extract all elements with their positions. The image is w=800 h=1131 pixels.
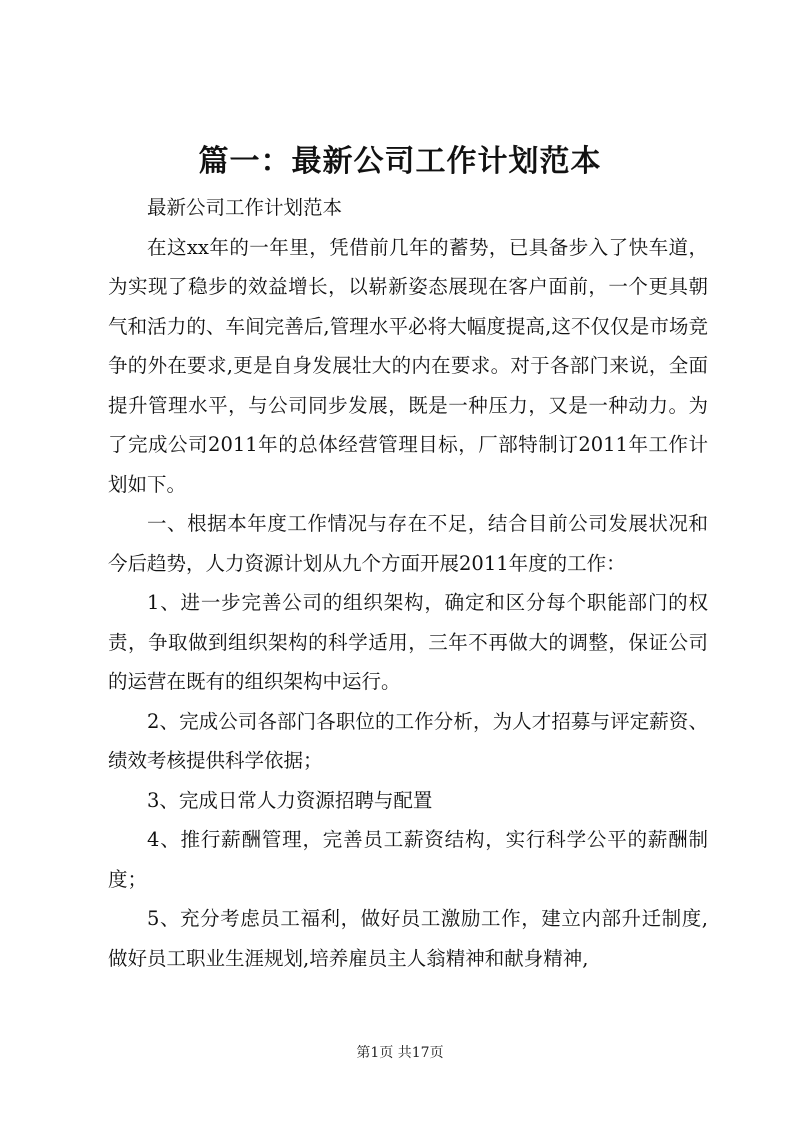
document-title: 篇一：最新公司工作计划范本 <box>198 144 602 179</box>
paragraph-intro: 在这xx年的一年里，凭借前几年的蓄势，已具备步入了快车道，为实现了稳步的效益增长，以崭新姿态展现在客户面前，一个更具朝气和活力的、车间完善后,管理水平必将大幅度提高,这不仅仅是市场竞争的外在要求,更是自身发展壮大的内在要求。对于各部门来说，全面提升管理水平，与公司同步发展，既是一种压力，又是一种动力。为了完成公司2011年的总体经营管理目标，厂部特制订2011年工作计划如下。 <box>108 235 708 496</box>
page-footer: 第1页 共17页 <box>356 1045 444 1061</box>
paragraph-item-1: 1、进一步完善公司的组织架构，确定和区分每个职能部门的权责，争取做到组织架构的科学适用，三年不再做大的调整，保证公司的运营在既有的组织架构中运行。 <box>108 591 708 693</box>
paragraph-item-2: 2、完成公司各部门各职位的工作分析，为人才招募与评定薪资、绩效考核提供科学依据； <box>108 709 708 772</box>
paragraph-subtitle: 最新公司工作计划范本 <box>147 196 343 219</box>
paragraph-item-3: 3、完成日常人力资源招聘与配置 <box>147 788 433 812</box>
paragraph-item-5: 5、充分考虑员工福利，做好员工激励工作，建立内部升迁制度,做好员工职业生涯规划,培养雇员主人翁精神和献身精神, <box>108 907 708 970</box>
document-body <box>108 188 708 978</box>
paragraph-section-one: 一、根据本年度工作情况与存在不足，结合目前公司发展状况和今后趋势，人力资源计划从九个方面开展2011年度的工作： <box>108 512 708 575</box>
paragraph-item-4: 4、推行薪酬管理，完善员工薪资结构，实行科学公平的薪酬制度； <box>108 828 708 891</box>
